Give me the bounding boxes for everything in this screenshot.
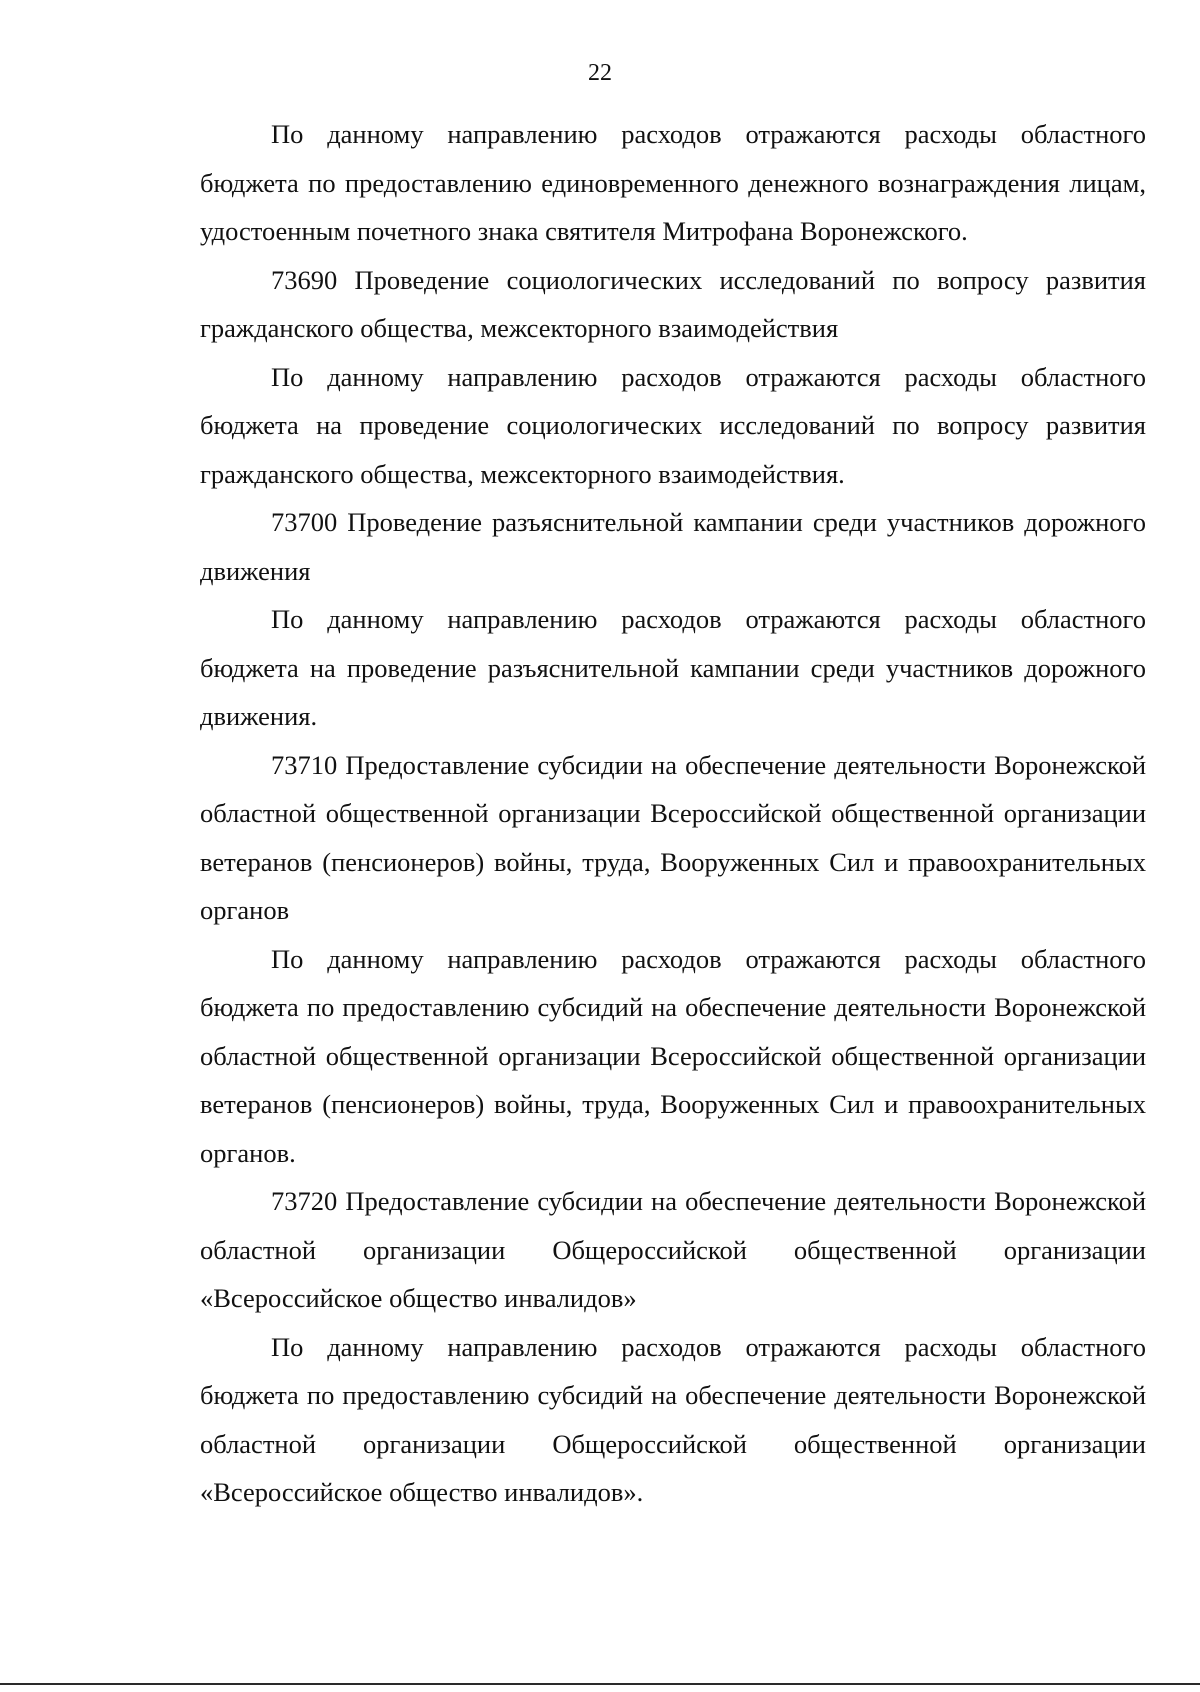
description-paragraph (200, 595, 1146, 741)
description-paragraph (200, 935, 1146, 1178)
expense-heading-73700 (200, 498, 1146, 595)
paragraph-text: По данному направлению расходов отражаются расходы областного бюджета по предоставлению субсидий на обеспечение деятельности Воронежской областной организации Общероссийской общественной организации «Всероссийское общество инвалидов». (200, 1331, 1146, 1507)
document-body (200, 110, 1146, 1517)
expense-title: Проведение социологических исследований по вопросу развития гражданского общества, межсекторного взаимодействия (200, 264, 1146, 343)
expense-title: Предоставление субсидии на обеспечение деятельности Воронежской областной общественной организации Всероссийской общественной организации ветеранов (пенсионеров) войны, труда, Вооруженных Сил и правоохранительных органов (200, 749, 1146, 925)
description-paragraph (200, 110, 1146, 256)
expense-heading-73710 (200, 741, 1146, 935)
paragraph-text: По данному направлению расходов отражаются расходы областного бюджета на проведение разъяснительной кампании среди участников дорожного движения. (200, 604, 1146, 731)
page-number: 22 (588, 60, 612, 86)
scan-edge-line (0, 1683, 1200, 1685)
expense-code: 73710 (271, 749, 338, 780)
expense-title: Проведение разъяснительной кампании среди участников дорожного движения (200, 507, 1147, 586)
paragraph-text: По данному направлению расходов отражаются расходы областного бюджета по предоставлению единовременного денежного вознаграждения лицам, удостоенным почетного знака святителя Митрофана Воронежского. (200, 119, 1146, 246)
description-paragraph (200, 1323, 1146, 1517)
description-paragraph (200, 353, 1146, 499)
expense-code: 73690 (271, 264, 338, 295)
paragraph-text: По данному направлению расходов отражаются расходы областного бюджета на проведение социологических исследований по вопросу развития гражданского общества, межсекторного взаимодействия. (200, 361, 1146, 489)
expense-code: 73700 (271, 507, 338, 537)
expense-title: Предоставление субсидии на обеспечение деятельности Воронежской областной организации Общероссийской общественной организации «Всероссийское общество инвалидов» (200, 1186, 1146, 1313)
expense-heading-73720 (200, 1177, 1146, 1323)
expense-heading-73690 (200, 256, 1146, 353)
paragraph-text: По данному направлению расходов отражаются расходы областного бюджета по предоставлению субсидий на обеспечение деятельности Воронежской областной общественной организации Всероссийской общественной организации ветеранов (пенсионеров) войны, труда, Вооруженных Сил и правоохранительных органов. (200, 943, 1146, 1168)
expense-code: 73720 (271, 1186, 338, 1216)
